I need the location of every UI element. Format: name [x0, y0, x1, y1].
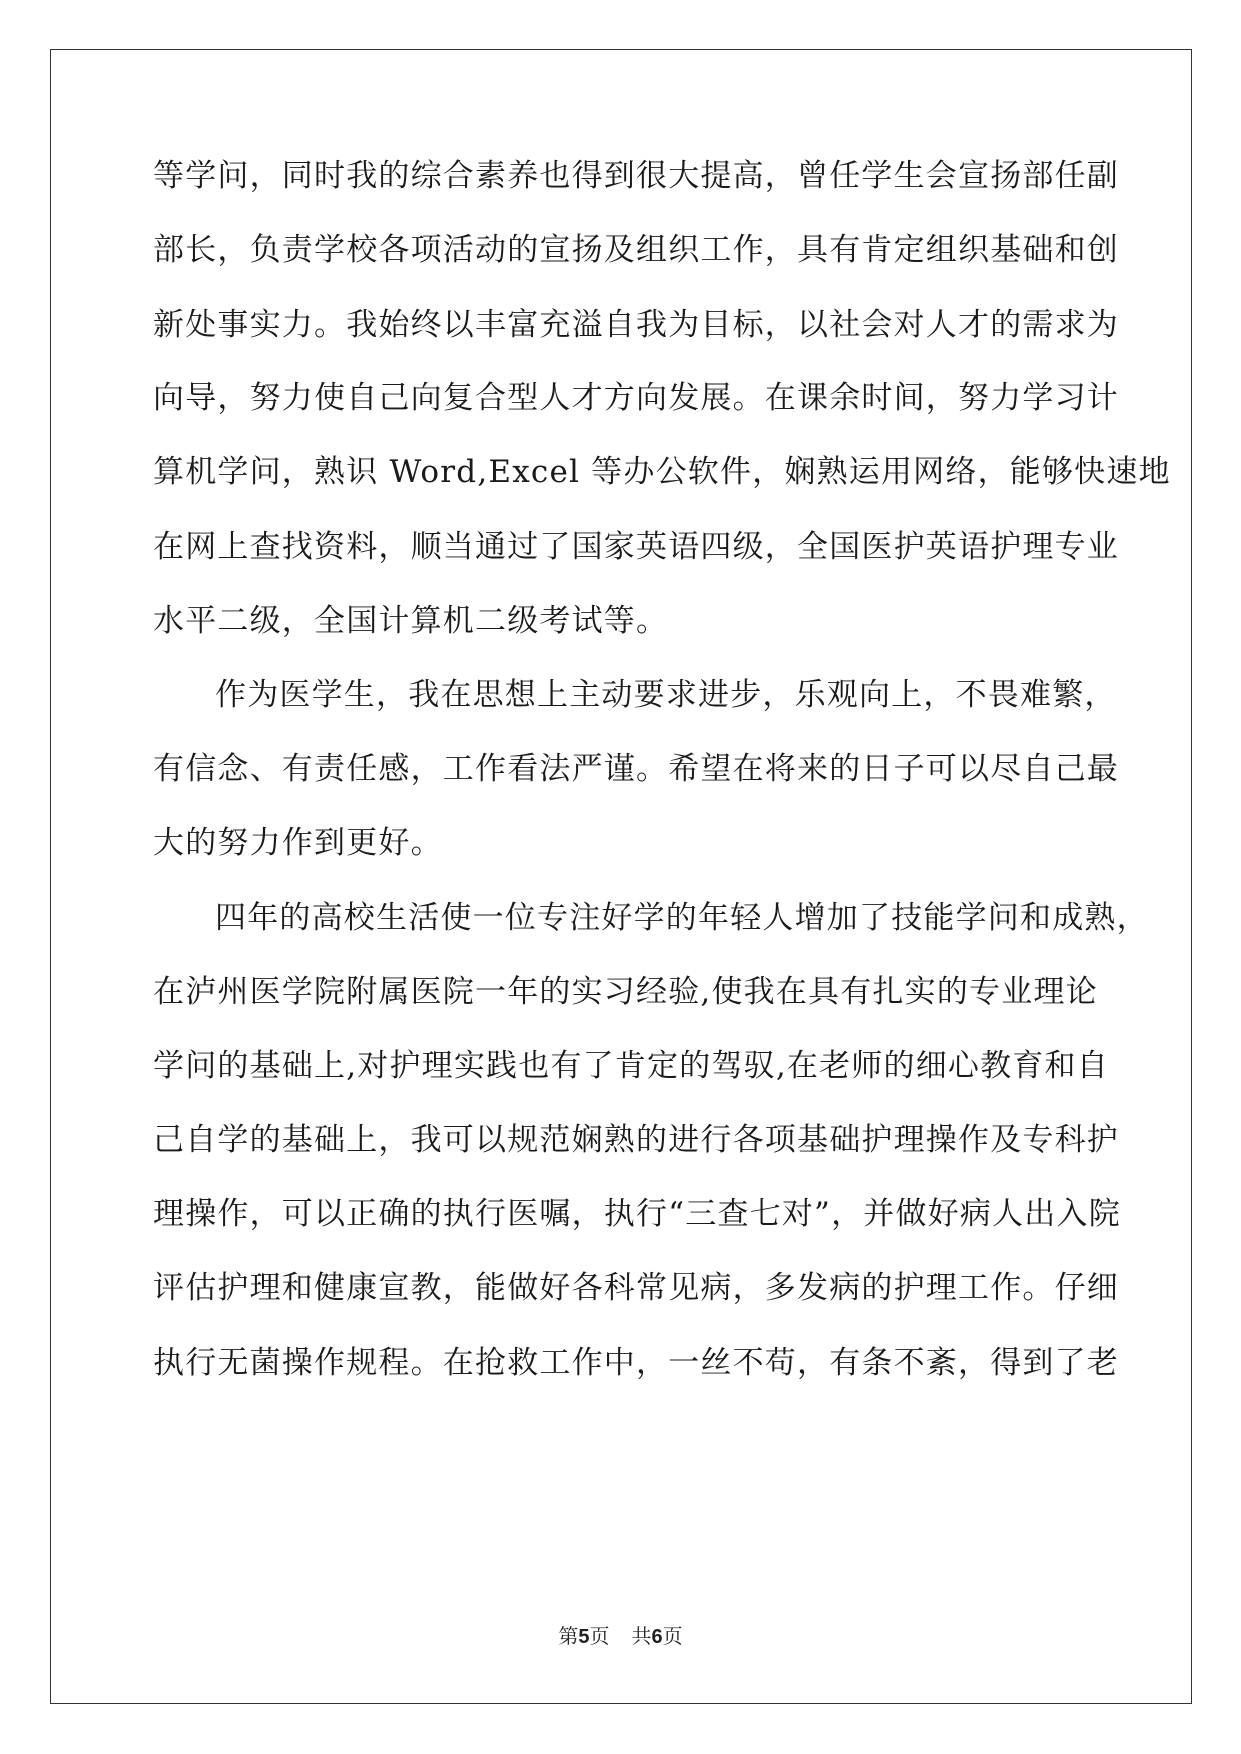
paragraph-2-first-line: 作为医学生，我在思想上主动要求进步，乐观向上，不畏难繁， [215, 677, 1117, 713]
body-line-12: 在泸州医学院附属医院一年的实习经验,使我在具有扎实的专业理论 [153, 974, 1098, 1010]
page-suffix: 页 [589, 1624, 610, 1648]
body-line-10: 大的努力作到更好。 [153, 825, 443, 861]
current-page-number: 5 [578, 1626, 590, 1648]
body-line-16: 评估护理和健康宣教，能做好各科常见病，多发病的护理工作。仔细 [153, 1270, 1119, 1306]
total-prefix: 共 [631, 1624, 652, 1648]
total-page-number: 6 [651, 1626, 663, 1648]
body-line-17: 执行无菌操作规程。在抢救工作中，一丝不苟，有条不紊，得到了老 [153, 1345, 1119, 1381]
body-line-5: 算机学问，熟识 Word,Excel 等办公软件，娴熟运用网络，能够快速地 [153, 454, 1171, 490]
body-line-13: 学问的基础上,对护理实践也有了肯定的驾驭,在老师的细心教育和自 [153, 1048, 1109, 1084]
paragraph-3-first-line: 四年的高校生活使一位专注好学的年轻人增加了技能学问和成熟， [215, 900, 1149, 936]
body-line-3: 新处事实力。我始终以丰富充溢自我为目标，以社会对人才的需求为 [153, 307, 1119, 343]
page-prefix: 第 [558, 1624, 579, 1648]
body-line-14: 己自学的基础上，我可以规范娴熟的进行各项基础护理操作及专科护 [153, 1122, 1119, 1158]
page-number-footer [0, 1620, 1241, 1649]
body-line-4: 向导，努力使自己向复合型人才方向发展。在课余时间，努力学习计 [153, 380, 1119, 416]
body-line-2: 部长，负责学校各项活动的宣扬及组织工作，具有肯定组织基础和创 [153, 232, 1119, 268]
body-line-15: 理操作，可以正确的执行医嘱，执行“三查七对”，并做好病人出入院 [153, 1196, 1121, 1232]
page-border [50, 49, 1192, 1704]
body-line-6: 在网上查找资料，顺当通过了国家英语四级，全国医护英语护理专业 [153, 529, 1119, 565]
body-line-7: 水平二级，全国计算机二级考试等。 [153, 603, 669, 639]
body-line-1: 等学问，同时我的综合素养也得到很大提高，曾任学生会宣扬部任副 [153, 158, 1119, 194]
body-line-9: 有信念、有责任感，工作看法严谨。希望在将来的日子可以尽自己最 [153, 751, 1119, 787]
total-suffix: 页 [662, 1624, 683, 1648]
